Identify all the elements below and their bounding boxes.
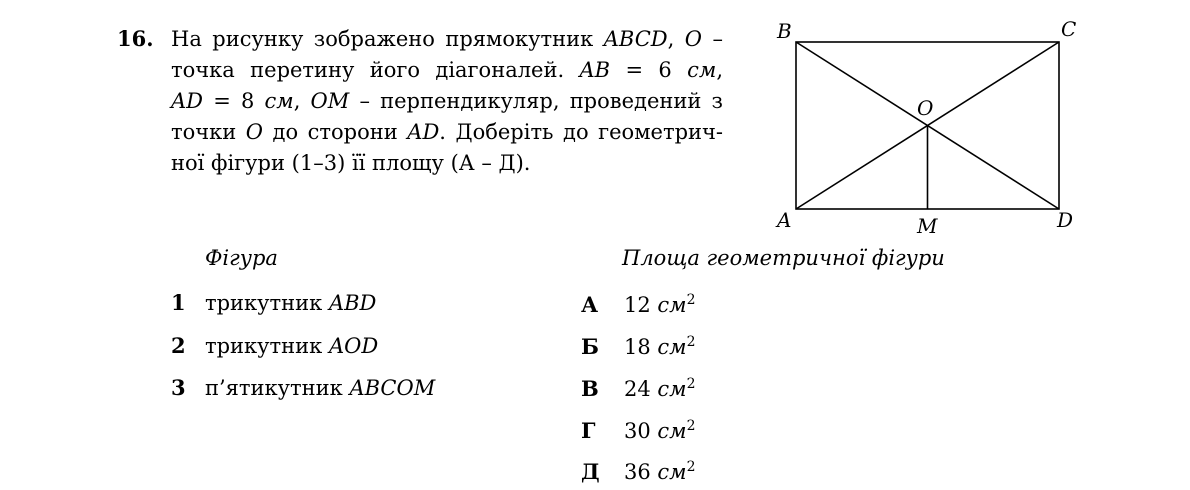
problem-line: точки O до сторони AD. Доберіть до геометрич- xyxy=(171,120,723,144)
answer-item: А 12 $см^2$ xyxy=(581,292,696,317)
answer-item: Д 36 $см^2$ xyxy=(581,459,696,484)
answer-item: В 24 $см^2$ xyxy=(581,376,696,401)
problem-line: точка перетину його діагоналей. AB = 6 см, xyxy=(171,58,724,82)
problem-text xyxy=(171,24,723,179)
label-d: D xyxy=(1057,208,1074,232)
figure-item: 2 трикутник AOD xyxy=(171,333,379,358)
label-a: A xyxy=(777,208,792,232)
label-m: M xyxy=(917,214,938,238)
problem-line: ної фігури (1–3) її площу (А – Д). xyxy=(171,151,531,175)
label-b: B xyxy=(777,19,792,43)
problem-line: На рисунку зображено прямокутник ABCD, O – xyxy=(171,27,723,51)
figure-column-header: Фігура xyxy=(205,246,278,270)
problem-line: AD = 8 см, OM – перпендикуляр, проведений з xyxy=(171,89,723,113)
area-column-header: Площа геометричної фігури xyxy=(622,246,945,270)
answer-item: Б 18 $см^2$ xyxy=(581,334,696,359)
problem-number: 16. xyxy=(117,26,154,51)
figure-item: 3 п’ятикутник ABCOM xyxy=(171,375,436,400)
figure-item: 1 трикутник ABD xyxy=(171,290,377,315)
label-c: C xyxy=(1061,17,1077,41)
rectangle-figure xyxy=(770,14,1090,239)
answer-item: Г 30 $см^2$ xyxy=(581,418,696,443)
label-o: O xyxy=(917,96,934,120)
